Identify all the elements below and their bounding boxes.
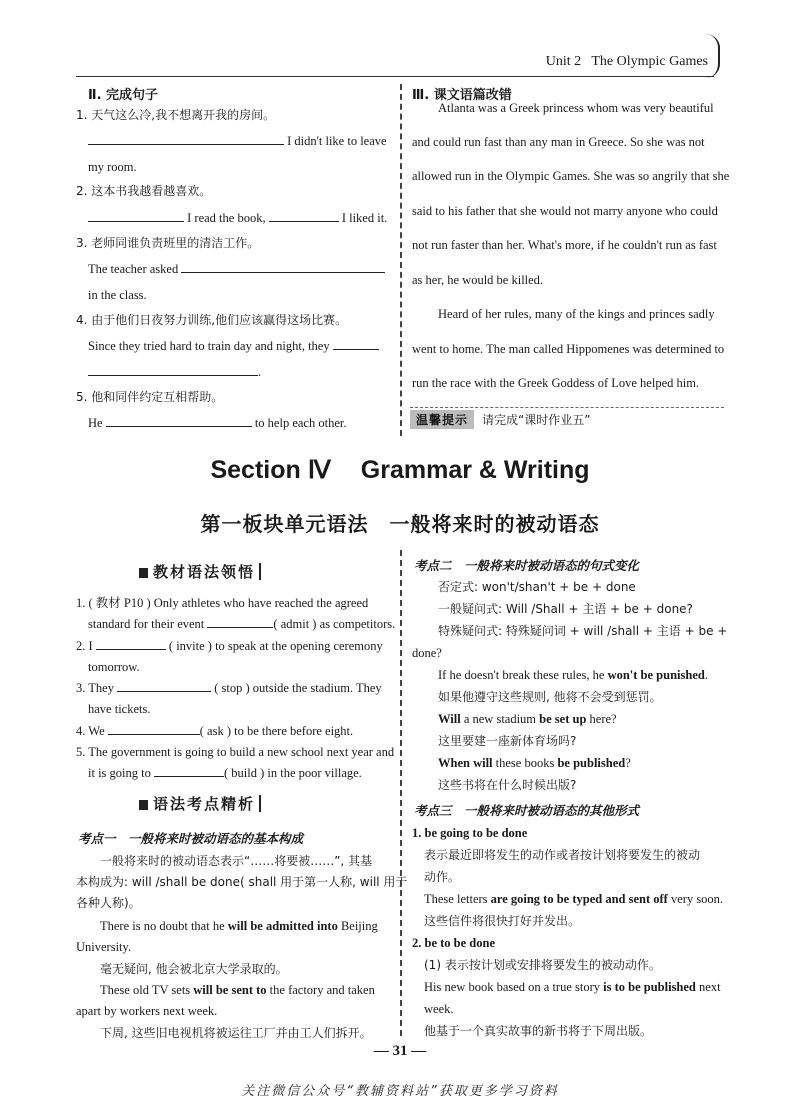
p2-item5-en-a: He: [88, 416, 103, 430]
part3-title: Ⅲ. 课文语篇改错: [412, 88, 512, 103]
kp3-line9: week.: [424, 1002, 454, 1016]
kp2-line5-bold: won't be punished: [607, 668, 705, 682]
kp3-line4-c: very soon.: [670, 892, 724, 906]
kp2-line5-c: .: [704, 668, 708, 682]
block-title: 第一板块单元语法 一般将来时的被动语态: [200, 512, 600, 536]
square-bullet-icon: [139, 800, 148, 810]
tb-line5-b: ( stop ) outside the stadium. They: [214, 681, 382, 695]
kp2-line3: 特殊疑问式: 特殊疑问词 + will /shall + 主语 + be +: [438, 624, 728, 638]
p2-item1-en-a: I didn't like to leave: [287, 134, 387, 148]
grammar-points-heading: [0, 793, 400, 814]
kp1-line1: 一般将来时的被动语态表示“……将要被……”, 其基: [100, 854, 373, 868]
tb-line6: have tickets.: [88, 702, 151, 716]
tb-line7: [76, 722, 353, 740]
tb-line2-a: standard for their event: [88, 617, 205, 631]
kp1-line4-bold: will be admitted into: [227, 919, 338, 933]
kp2-line5-a: If he doesn't break these rules, he: [438, 668, 605, 682]
kp3-line8-c: next: [699, 980, 721, 994]
tb-line9: [88, 764, 362, 782]
p3-line3: allowed run in the Olympic Games. She was so angrily that she: [412, 169, 730, 183]
kp1-line3: 各种人称)。: [76, 896, 141, 910]
answer-blank[interactable]: [88, 132, 284, 145]
kp3-line2: 表示最近即将发生的动作或者按计划将要发生的被动: [424, 848, 701, 862]
tip-text: 请完成“课时作业五”: [482, 413, 591, 427]
p2-item1-en-b: my room.: [88, 160, 137, 174]
kp1-line2: 本构成为: will /shall be done( shall 用于第一人称, will 用于: [76, 875, 408, 889]
kp2-line7-d: here?: [589, 712, 617, 726]
unit-label: Unit 2: [545, 54, 582, 69]
kp3-line6: 2. be to be done: [412, 936, 495, 950]
p2-item3-cn: 3. 老师同谁负责班里的清洁工作。: [76, 236, 260, 250]
tb-line5-a: 3. They: [76, 681, 114, 695]
kp1-line7-bold: will be sent to: [193, 983, 267, 997]
kp2-line10: 这些书将在什么时候出版?: [438, 778, 577, 792]
tb-line3: [76, 637, 383, 655]
answer-blank[interactable]: [88, 209, 184, 222]
kp1-line7-c: the factory and taken: [269, 983, 375, 997]
kp2-line5: [438, 666, 708, 684]
answer-blank[interactable]: [88, 363, 258, 376]
tb-line2-b: ( admit ) as competitors.: [273, 617, 396, 631]
answer-blank[interactable]: [207, 615, 273, 628]
kp2-line9-bold: When will: [438, 756, 493, 770]
column-divider-top: [400, 84, 402, 436]
p2-item3-en-b: in the class.: [88, 288, 147, 302]
kp2-line7-bold2: be set up: [539, 712, 587, 726]
tb-line9-b: ( build ) in the poor village.: [223, 766, 362, 780]
reminder-tip: [410, 407, 724, 428]
kp2-line9: [438, 754, 631, 772]
tb-line3-b: ( invite ) to speak at the opening ceremony: [168, 639, 383, 653]
kp2-line9-d: ?: [625, 756, 631, 770]
p2-item3-en-a: The teacher asked: [88, 262, 179, 276]
answer-blank[interactable]: [181, 260, 385, 273]
kp2-line7-bold: Will: [438, 712, 461, 726]
header-curve-ornament: [706, 34, 720, 78]
kp3-line8: [424, 978, 721, 996]
heading-bar: [259, 563, 261, 580]
kp2-line7-b: a new stadium: [463, 712, 537, 726]
p3-line5: not run faster than her. What's more, if he couldn't run as fast: [412, 238, 717, 252]
p2-item4-en-b: .: [258, 365, 262, 379]
p2-item5-en-b: to help each other.: [254, 416, 347, 430]
answer-blank[interactable]: [106, 414, 252, 427]
running-header: [546, 54, 708, 70]
p2-item2-en: [88, 209, 387, 227]
kp2-line2: 一般疑问式: Will /Shall + 主语 + be + done?: [438, 602, 693, 616]
p3-line9: run the race with the Greek Goddess of Love helped him.: [412, 376, 700, 390]
tb-line9-a: it is going to: [88, 766, 151, 780]
page-number: — 31 —: [373, 1043, 427, 1059]
p3-line1: Atlanta was a Greek princess whom was very beautiful: [438, 101, 714, 115]
textbook-grammar-title: 教材语法领悟: [152, 563, 255, 581]
p3-line6: as her, he would be killed.: [412, 273, 544, 287]
kp3-line8-a: His new book based on a true story: [424, 980, 601, 994]
section-number: Section Ⅳ: [210, 456, 331, 484]
kp3-line7: (1) 表示按计划或安排将要发生的被动动作。: [424, 958, 661, 972]
p2-item4-en-a: Since they tried hard to train day and night, they: [88, 339, 330, 353]
p2-item5-en: [88, 414, 346, 432]
column-divider-bottom: [400, 550, 402, 1036]
kp3-line4-bold: are going to be typed and sent off: [490, 892, 668, 906]
kp3-line8-bold: is to be published: [603, 980, 696, 994]
kp2-line8: 这里要建一座新体育场吗?: [438, 734, 577, 748]
unit-title: The Olympic Games: [591, 54, 708, 69]
p3-line7: Heard of her rules, many of the kings and princes sadly: [438, 307, 715, 321]
kp1-line4: [100, 917, 378, 935]
answer-blank[interactable]: [108, 722, 200, 735]
tb-line7-b: ( ask ) to be there before eight.: [199, 724, 354, 738]
tb-line4: tomorrow.: [88, 660, 140, 674]
kp3-line5: 这些信件将很快打好并发出。: [424, 914, 581, 928]
p2-item3-en: [88, 260, 385, 278]
answer-blank[interactable]: [154, 764, 224, 777]
kp3-line10: 他基于一个真实故事的新书将于下周出版。: [424, 1024, 653, 1038]
header-rule: [76, 76, 714, 77]
kp1-line4-a: There is no doubt that he: [100, 919, 225, 933]
kp2-line1: 否定式: won't/shan't + be + done: [438, 580, 636, 594]
p2-item2-en-b: I liked it.: [341, 211, 388, 225]
kp2-line6: 如果他遵守这些规则, 他将不会受到惩罚。: [438, 690, 662, 704]
kp1-line5: University.: [76, 940, 132, 954]
kp1-title: 考点一 一般将来时被动语态的基本构成: [78, 831, 304, 846]
kp1-line7: [100, 981, 375, 999]
p2-item2-cn: 2. 这本书我越看越喜欢。: [76, 184, 212, 198]
p3-line8: went to home. The man called Hippomenes was determined to: [412, 342, 725, 356]
kp3-line4: [424, 890, 723, 908]
tb-line2: [88, 615, 395, 633]
kp2-line9-b: these books: [495, 756, 555, 770]
tip-label: 温馨提示: [410, 410, 474, 429]
tb-line8: 5. The government is going to build a new school next year and: [76, 745, 395, 759]
tb-line5: [76, 679, 382, 697]
p2-item1-cn: 1. 天气这么冷,我不想离开我的房间。: [76, 108, 276, 122]
square-bullet-icon: [139, 568, 148, 578]
kp2-line4: done?: [412, 646, 442, 660]
footer-note: 关注微信公众号“教辅资料站”获取更多学习资料: [241, 1084, 559, 1099]
p2-item2-en-a: I read the book,: [187, 211, 266, 225]
section-name: Grammar & Writing: [360, 456, 590, 484]
kp3-title: 考点三 一般将来时被动语态的其他形式: [414, 803, 640, 818]
kp1-line9: 下周, 这些旧电视机将被运往工厂并由工人们拆开。: [100, 1026, 372, 1040]
tb-line3-a: 2. I: [76, 639, 93, 653]
p3-line2: and could run fast than any man in Greece. So she was not: [412, 135, 705, 149]
p2-item4-en-b-line: [88, 363, 261, 381]
answer-blank[interactable]: [269, 209, 339, 222]
answer-blank[interactable]: [117, 679, 211, 692]
kp1-line6: 毫无疑问, 他会被北京大学录取的。: [100, 962, 288, 976]
kp1-line8: apart by workers next week.: [76, 1004, 218, 1018]
p2-item1-en: [88, 132, 387, 150]
tb-line1: 1. ( 教材 P10 ) Only athletes who have reached the agreed: [76, 596, 369, 610]
textbook-grammar-heading: [0, 561, 400, 582]
answer-blank[interactable]: [96, 637, 166, 650]
kp1-line7-a: These old TV sets: [100, 983, 191, 997]
p2-item4-en: [88, 337, 379, 355]
grammar-points-title: 语法考点精析: [152, 795, 255, 813]
kp3-line4-a: These letters: [424, 892, 488, 906]
p2-item5-cn: 5. 他和同伴约定互相帮助。: [76, 390, 224, 404]
kp2-title: 考点二 一般将来时被动语态的句式变化: [414, 558, 640, 573]
tb-line7-a: 4. We: [76, 724, 105, 738]
kp3-line3: 动作。: [424, 870, 461, 884]
kp2-line9-bold2: be published: [557, 756, 626, 770]
answer-blank[interactable]: [333, 337, 379, 350]
section-title: [0, 455, 800, 485]
heading-bar: [259, 795, 261, 812]
kp1-line4-c: Beijing: [340, 919, 378, 933]
p2-item4-cn: 4. 由于他们日夜努力训练,他们应该赢得这场比赛。: [76, 313, 348, 327]
kp2-line7: [438, 710, 617, 728]
p3-line4: said to his father that she would not marry anyone who could: [412, 204, 718, 218]
part2-title: Ⅱ. 完成句子: [88, 88, 159, 103]
kp3-line1: 1. be going to be done: [412, 826, 528, 840]
